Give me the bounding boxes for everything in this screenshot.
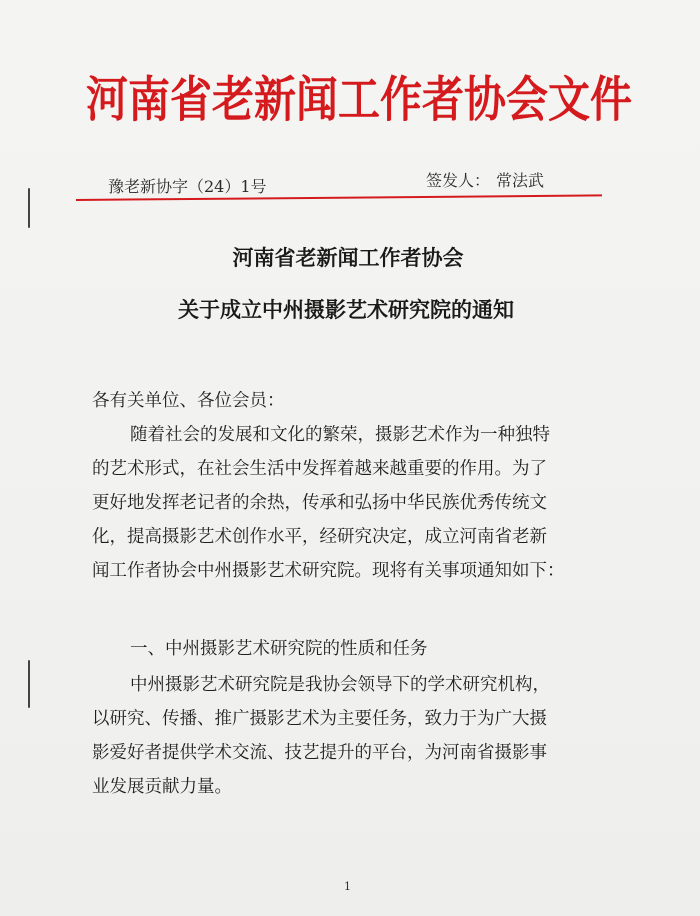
notice-title-line1: 河南省老新闻工作者协会 — [232, 245, 464, 270]
paragraph2-line: 影爱好者提供学术交流、技艺提升的平台，为河南省摄影事 — [92, 743, 547, 763]
letterhead: 河南省老新闻工作者协会文件 — [86, 71, 633, 128]
issuer-label: 签发人： — [426, 171, 491, 190]
paragraph1-line: 化，提高摄影艺术创作水平，经研究决定，成立河南省老新 — [92, 527, 547, 547]
document-number: 豫老新协字（24）1号 — [108, 177, 267, 196]
paragraph2-line: 业发展贡献力量。 — [92, 777, 232, 797]
binding-mark-bottom — [28, 660, 30, 708]
salutation: 各有关单位、各位会员： — [92, 391, 285, 411]
page-number: 1 — [344, 880, 351, 893]
issuer — [426, 168, 544, 191]
paragraph1-line: 更好地发挥老记者的余热，传承和弘扬中华民族优秀传统文 — [92, 493, 547, 513]
paragraph1-line: 的艺术形式，在社会生活中发挥着越来越重要的作用。为了 — [92, 459, 547, 479]
notice-title-line2: 关于成立中州摄影艺术研究院的通知 — [178, 297, 514, 322]
issuer-name: 常法武 — [496, 171, 545, 190]
section1-heading: 一、中州摄影艺术研究院的性质和任务 — [130, 639, 428, 659]
binding-mark-top — [28, 188, 30, 228]
paragraph1-line: 闻工作者协会中州摄影艺术研究院。现将有关事项通知如下： — [92, 561, 565, 581]
paragraph1-line: 随着社会的发展和文化的繁荣，摄影艺术作为一种独特 — [130, 425, 550, 445]
paragraph2-line: 以研究、传播、推广摄影艺术为主要任务，致力于为广大摄 — [92, 709, 547, 729]
paragraph2-line: 中州摄影艺术研究院是我协会领导下的学术研究机构， — [130, 675, 550, 695]
